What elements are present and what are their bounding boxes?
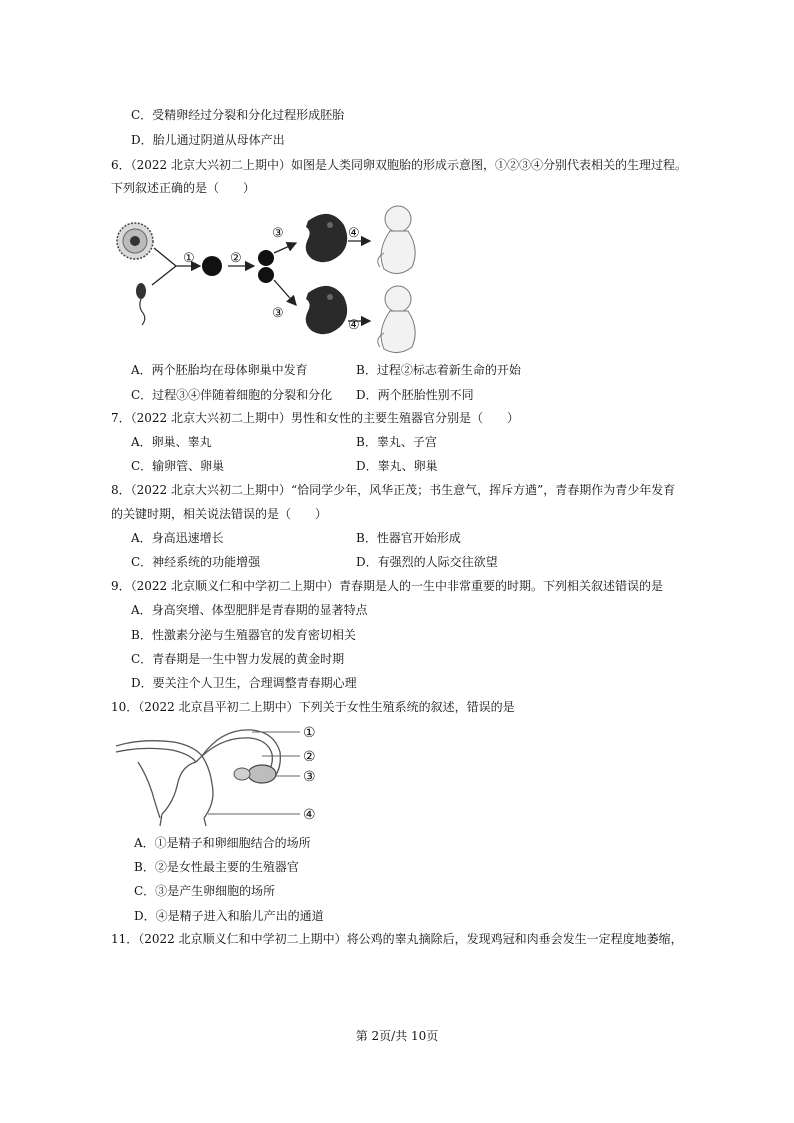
egg-cell-icon bbox=[117, 223, 153, 259]
cell-top-icon bbox=[258, 250, 274, 266]
q6-option-c: C．过程③④伴随着细胞的分裂和分化 bbox=[131, 388, 333, 402]
q5-option-c: C．受精卵经过分裂和分化过程形成胚胎 bbox=[131, 108, 345, 122]
anatomy-label-4: ④ bbox=[303, 807, 316, 823]
q10-option-a: A．①是精子和卵细胞结合的场所 bbox=[134, 836, 311, 850]
ovary-icon bbox=[248, 765, 276, 783]
q9-stem: 9．（2022 北京顺义仁和中学初二上期中）青春期是人的一生中非常重要的时期。下列相关叙述错误的是 bbox=[111, 579, 663, 593]
q8-option-d: D．有强烈的人际交往欲望 bbox=[356, 555, 498, 569]
process-label-4-bottom: ④ bbox=[348, 318, 360, 333]
q7-stem: 7．（2022 北京大兴初二上期中）男性和女性的主要生殖器官分别是（ ） bbox=[111, 411, 519, 425]
q8-option-b: B．性器官开始形成 bbox=[356, 531, 461, 545]
q8-stem-line2: 的关键时期，相关说法错误的是（ ） bbox=[111, 507, 328, 521]
q7-option-c: C．输卵管、卵巢 bbox=[131, 459, 225, 473]
fetus-bottom-icon bbox=[378, 286, 415, 353]
process-label-3-bottom: ③ bbox=[272, 306, 284, 321]
q9-option-b: B．性激素分泌与生殖器官的发育密切相关 bbox=[131, 628, 356, 642]
q5-option-d: D．胎儿通过阴道从母体产出 bbox=[131, 133, 285, 147]
anatomy-label-1: ① bbox=[303, 725, 316, 741]
q8-option-c: C．神经系统的功能增强 bbox=[131, 555, 261, 569]
page-footer: 第 2页/共 10页 bbox=[355, 1029, 439, 1043]
q10-option-b: B．②是女性最主要的生殖器官 bbox=[134, 860, 299, 874]
embryo-top-icon bbox=[306, 214, 347, 262]
q6-option-d: D．两个胚胎性别不同 bbox=[356, 388, 474, 402]
q10-option-c: C．③是产生卵细胞的场所 bbox=[134, 884, 276, 898]
q9-option-c: C．青春期是一生中智力发展的黄金时期 bbox=[131, 652, 345, 666]
q7-option-b: B．睾丸、子宫 bbox=[356, 435, 437, 449]
process-label-3-top: ③ bbox=[272, 226, 284, 241]
twin-formation-figure bbox=[108, 203, 438, 358]
q9-option-d: D．要关注个人卫生，合理调整青春期心理 bbox=[131, 676, 357, 690]
q8-stem-line1: 8．（2022 北京大兴初二上期中）“恰同学少年，风华正茂；书生意气，挥斥方遒”，青春期作为青少年发育 bbox=[111, 483, 676, 497]
embryo-bottom-icon bbox=[306, 286, 347, 334]
q10-stem: 10．（2022 北京昌平初二上期中）下列关于女性生殖系统的叙述，错误的是 bbox=[111, 700, 515, 714]
q6-option-b: B．过程②标志着新生命的开始 bbox=[356, 363, 521, 377]
q10-option-d: D．④是精子进入和胎儿产出的通道 bbox=[134, 909, 324, 923]
uterus-outline bbox=[162, 762, 196, 814]
q6-stem-line2: 下列叙述正确的是（ ） bbox=[111, 181, 256, 195]
anatomy-label-3: ③ bbox=[303, 769, 316, 785]
process-label-2: ② bbox=[230, 251, 242, 266]
sperm-icon bbox=[136, 283, 146, 325]
fetus-top-icon bbox=[378, 206, 415, 274]
q6-option-a: A．两个胚胎均在母体卵巢中发育 bbox=[131, 363, 308, 377]
q6-stem-line1: 6．（2022 北京大兴初二上期中）如图是人类同卵双胞胎的形成示意图，①②③④分别代表相关的生理过程。 bbox=[111, 158, 687, 172]
cell-bottom-icon bbox=[258, 267, 274, 283]
q7-option-a: A．卵巢、睾丸 bbox=[131, 435, 212, 449]
q11-stem: 11．（2022 北京顺义仁和中学初二上期中）将公鸡的睾丸摘除后，发现鸡冠和肉垂会发生一定程度地萎缩， bbox=[111, 932, 683, 946]
process-label-4-top: ④ bbox=[348, 226, 360, 241]
anatomy-label-2: ② bbox=[303, 749, 316, 765]
zygote-icon bbox=[202, 256, 222, 276]
female-reproductive-figure bbox=[112, 722, 327, 827]
q7-option-d: D．睾丸、卵巢 bbox=[356, 459, 438, 473]
q9-option-a: A．身高突增、体型肥胖是青春期的显著特点 bbox=[131, 603, 368, 617]
process-label-1: ① bbox=[183, 251, 195, 266]
q8-option-a: A．身高迅速增长 bbox=[131, 531, 224, 545]
